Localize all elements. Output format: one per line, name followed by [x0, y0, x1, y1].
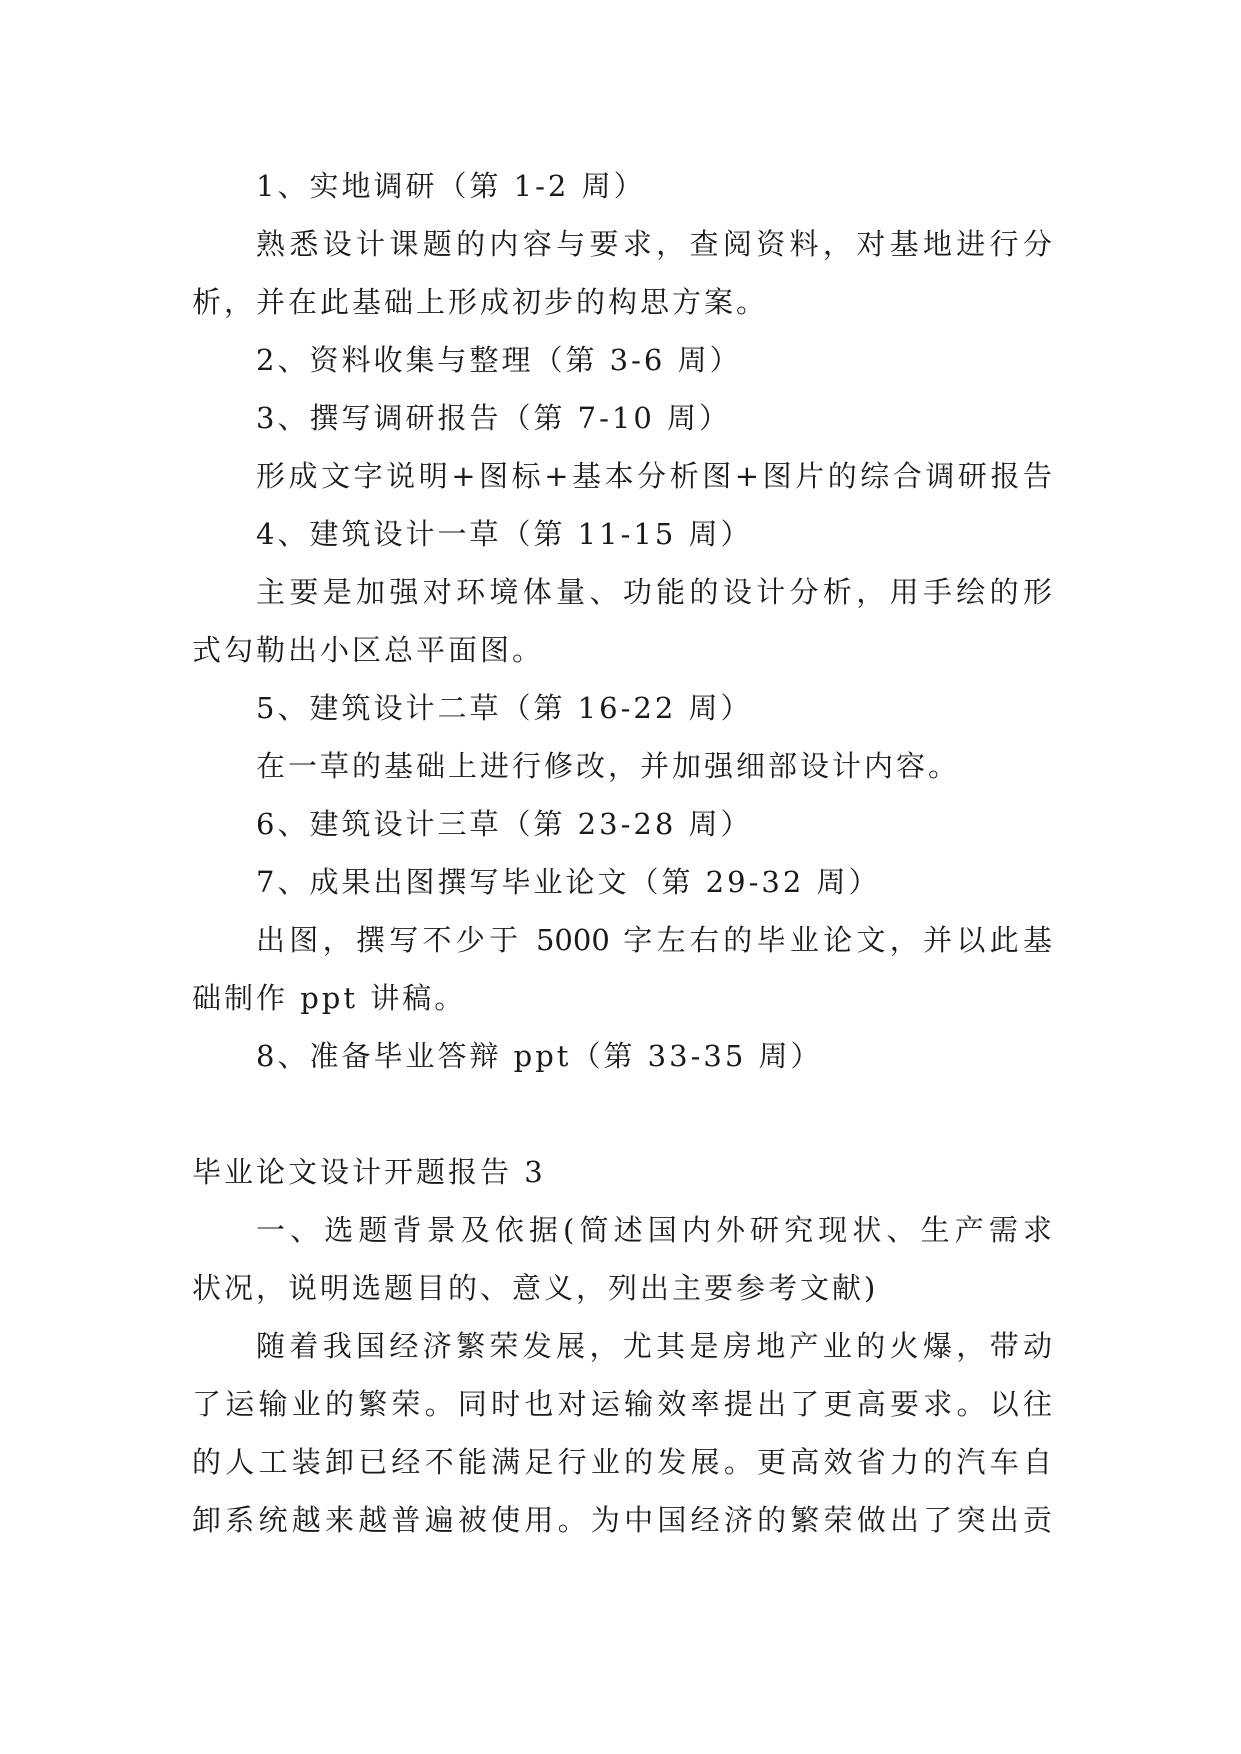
- text-line: 状况，说明选题目的、意义，列出主要参考文献): [192, 1271, 879, 1305]
- text-line: 卸系统越来越普遍被使用。为中国经济的繁荣做出了突出贡: [192, 1503, 1052, 1537]
- text-line: 随着我国经济繁荣发展，尤其是房地产业的火爆，带动: [256, 1329, 1052, 1363]
- text-line: 4、建筑设计一草（第 11-15 周）: [256, 517, 753, 551]
- text-line: 5、建筑设计二草（第 16-22 周）: [256, 691, 753, 725]
- text-line: 式勾勒出小区总平面图。: [192, 633, 545, 667]
- text-line: 3、撰写调研报告（第 7-10 周）: [256, 401, 732, 435]
- section-heading: 毕业论文设计开题报告 3: [192, 1155, 546, 1189]
- text-line: 出图，撰写不少于 5000 字左右的毕业论文，并以此基: [256, 923, 1052, 957]
- text-line: 7、成果出图撰写毕业论文（第 29-32 周）: [256, 865, 881, 899]
- text-line: 6、建筑设计三草（第 23-28 周）: [256, 807, 753, 841]
- text-line: 2、资料收集与整理（第 3-6 周）: [256, 343, 742, 377]
- text-line: 了运输业的繁荣。同时也对运输效率提出了更高要求。以往: [192, 1387, 1052, 1421]
- text-line: 熟悉设计课题的内容与要求，查阅资料，对基地进行分: [256, 227, 1052, 261]
- text-line: 8、准备毕业答辩 ppt（第 33-35 周）: [256, 1039, 823, 1073]
- text-line: 的人工装卸已经不能满足行业的发展。更高效省力的汽车自: [192, 1445, 1052, 1479]
- text-line: 析，并在此基础上形成初步的构思方案。: [192, 285, 769, 319]
- text-line: 形成文字说明+图标+基本分析图+图片的综合调研报告: [256, 459, 1052, 493]
- text-line: 主要是加强对环境体量、功能的设计分析，用手绘的形: [256, 575, 1052, 609]
- text-line: 一、选题背景及依据(简述国内外研究现状、生产需求: [256, 1213, 1052, 1247]
- text-line: 础制作 ppt 讲稿。: [192, 981, 467, 1015]
- text-line: 在一草的基础上进行修改，并加强细部设计内容。: [256, 749, 961, 783]
- text-line: 1、实地调研（第 1-2 周）: [256, 169, 646, 203]
